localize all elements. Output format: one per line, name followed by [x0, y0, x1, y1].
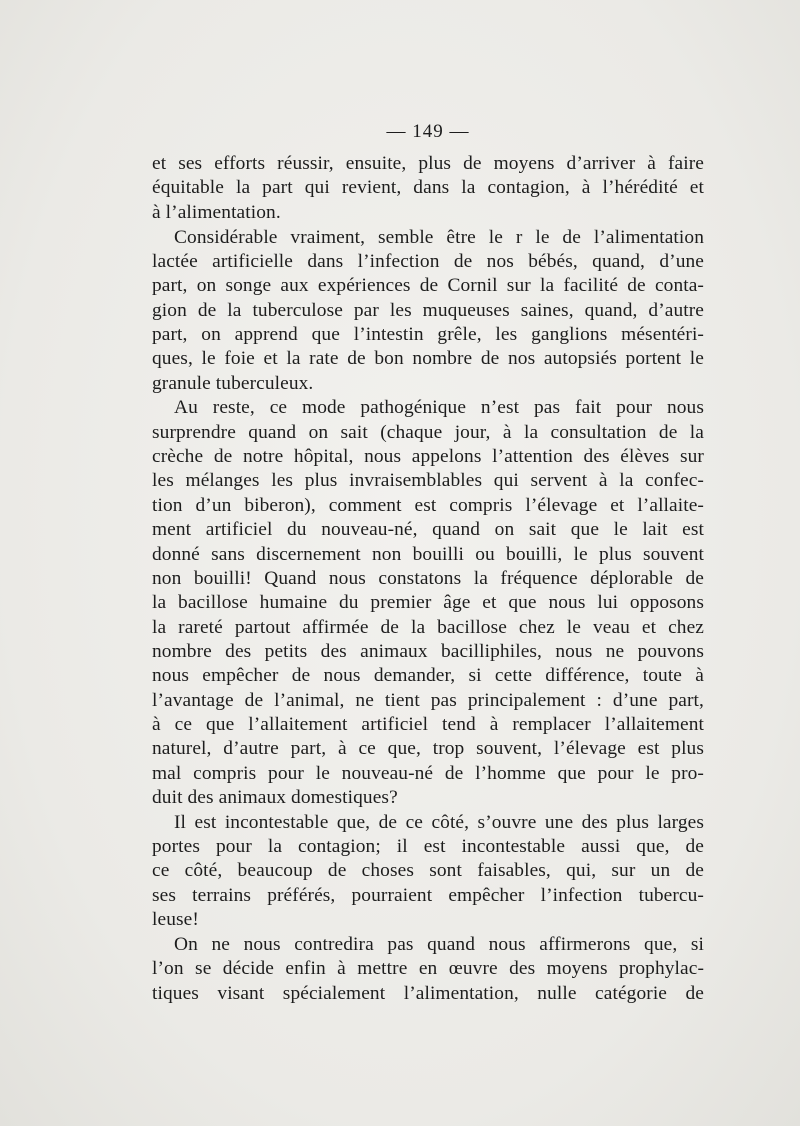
text-line: ce côté, beaucoup de choses sont faisables, qui, sur un de	[152, 860, 704, 882]
text-line: les mélanges les plus invraisemblables qui servent à la confec-	[152, 470, 704, 492]
paragraph-3	[152, 396, 704, 810]
text-line: part, on songe aux expériences de Cornil sur la facilité de conta-	[152, 275, 704, 297]
text-line: équitable la part qui revient, dans la contagion, à l’hérédité et	[152, 177, 704, 199]
text-line: part, on apprend que l’intestin grêle, les ganglions mésentéri-	[152, 323, 704, 345]
text-line: tiques visant spécialement l’alimentation, nulle catégorie de	[152, 982, 704, 1004]
paragraph-5	[152, 933, 704, 1006]
text-line: l’on se décide enfin à mettre en œuvre des moyens prophylac-	[152, 958, 704, 980]
text-line: nous empêcher de nous demander, si cette différence, toute à	[152, 665, 704, 687]
text-line: duit des animaux domestiques?	[152, 786, 398, 808]
text-line: à l’alimentation.	[152, 201, 281, 223]
text-line: portes pour la contagion; il est incontestable aussi que, de	[152, 836, 704, 858]
page-number: — 149 —	[386, 121, 470, 142]
text-line: tion d’un biberon), comment est compris l’élevage et l’allaite-	[152, 494, 704, 516]
text-line: mal compris pour le nouveau-né de l’homme que pour le pro-	[152, 762, 704, 784]
text-line: ques, le foie et la rate de bon nombre de nos autopsiés portent le	[152, 348, 704, 370]
text-line: leuse!	[152, 909, 199, 931]
text-line: la bacillose humaine du premier âge et que nous lui opposons	[152, 592, 704, 614]
paragraph-4	[152, 811, 704, 933]
text-line: ses terrains préférés, pourraient empêcher l’infection tubercu-	[152, 884, 704, 906]
paragraph-2	[152, 226, 704, 396]
text-line: ment artificiel du nouveau-né, quand on sait que le lait est	[152, 519, 704, 541]
text-line: et ses efforts réussir, ensuite, plus de moyens d’arriver à faire	[152, 153, 704, 174]
page-text	[152, 120, 704, 1007]
text-line: lactée artificielle dans l’infection de nos bébés, quand, d’une	[152, 250, 704, 272]
paragraph-1	[152, 152, 704, 225]
text-line: l’avantage de l’animal, ne tient pas principalement : d’une part,	[152, 689, 704, 711]
text-line: Au reste, ce mode pathogénique n’est pas fait pour nous	[174, 397, 704, 419]
text-line: naturel, d’autre part, à ce que, trop souvent, l’élevage est plus	[152, 738, 704, 760]
text-line: surprendre quand on sait (chaque jour, à la consultation de la	[152, 421, 704, 443]
text-line: granule tuberculeux.	[152, 372, 314, 394]
text-line: gion de la tuberculose par les muqueuses saines, quand, d’autre	[152, 299, 704, 321]
text-line: Considérable vraiment, semble être le r le de l’alimentation	[174, 226, 704, 248]
text-line: la rareté partout affirmée de la bacillose chez le veau et chez	[152, 616, 704, 638]
text-line: crèche de notre hôpital, nous appelons l’attention des élèves sur	[152, 446, 704, 468]
text-line: à ce que l’allaitement artificiel tend à remplacer l’allaitement	[152, 713, 704, 735]
text-line: On ne nous contredira pas quand nous affirmerons que, si	[174, 934, 704, 955]
text-line: donné sans discernement non bouilli ou bouilli, le plus souvent	[152, 543, 704, 565]
text-line: non bouilli! Quand nous constatons la fréquence déplorable de	[152, 567, 704, 589]
text-line: Il est incontestable que, de ce côté, s’ouvre une des plus larges	[174, 811, 704, 833]
text-line: nombre des petits des animaux bacilliphiles, nous ne pouvons	[152, 640, 704, 662]
